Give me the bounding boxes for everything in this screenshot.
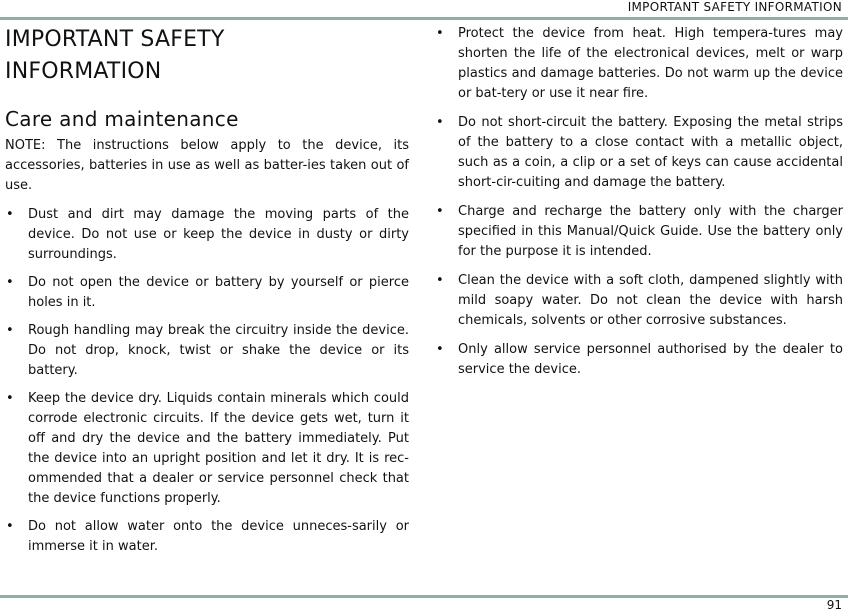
list-item bbox=[435, 24, 843, 104]
list-item-text: Protect the device from heat. High tempera-tures may shorten the life of the electronical devices, melt or warp plastics and damage batteries. Do not warm up the device or bat-tery or use it near fire. bbox=[458, 26, 843, 101]
list-item-text: Dust and dirt may damage the moving parts of the device. Do not use or keep the device in dusty or dirty surroundings. bbox=[28, 207, 409, 262]
list-item bbox=[435, 271, 843, 331]
list-item bbox=[435, 113, 843, 193]
list-item-text: Only allow service personnel authorised by the dealer to service the device. bbox=[458, 342, 843, 377]
list-item-text: Clean the device with a soft cloth, dampened slightly with mild soapy water. Do not clean the device with harsh chemicals, solvents or other corrosive substances. bbox=[458, 273, 843, 328]
bullet-icon: • bbox=[436, 26, 444, 41]
list-item bbox=[5, 389, 409, 509]
left-column bbox=[5, 24, 409, 565]
list-item bbox=[5, 517, 409, 557]
bullet-icon: • bbox=[436, 204, 444, 219]
list-item-text: Do not open the device or battery by yourself or pierce holes in it. bbox=[28, 275, 409, 310]
bullet-icon: • bbox=[6, 391, 14, 406]
bullet-icon: • bbox=[436, 273, 444, 288]
page-title-line-1: IMPORTANT SAFETY bbox=[5, 27, 225, 52]
page-number: 91 bbox=[826, 598, 842, 612]
note-paragraph: NOTE: The instructions below apply to the device, its accessories, batteries in use as well as batter-ies taken out of use. bbox=[5, 138, 409, 193]
right-column bbox=[435, 24, 843, 389]
list-item-text: Do not short-circuit the battery. Exposing the metal strips of the battery to a close contact with a metallic object, such as a coin, a clip or a set of keys can cause accidental short-cir-cuiting and damage the battery. bbox=[458, 115, 843, 190]
list-item bbox=[5, 273, 409, 313]
list-item bbox=[5, 205, 409, 265]
bullet-icon: • bbox=[6, 323, 14, 338]
bullet-icon: • bbox=[6, 275, 14, 290]
bullet-icon: • bbox=[436, 342, 444, 357]
list-item-text: Do not allow water onto the device unneces-sarily or immerse it in water. bbox=[28, 519, 409, 554]
list-item-text: Keep the device dry. Liquids contain minerals which could corrode electronic circuits. If the device gets wet, turn it off and dry the device and the battery immediately. Put the device into an upright position and let it dry. It is rec-ommended that a dealer or service personnel check that the device functions properly. bbox=[28, 391, 409, 506]
header-rule bbox=[0, 17, 848, 20]
right-bullet-list bbox=[435, 24, 843, 380]
bullet-icon: • bbox=[6, 519, 14, 534]
footer-rule bbox=[0, 595, 848, 598]
list-item bbox=[435, 340, 843, 380]
bullet-icon: • bbox=[436, 115, 444, 130]
left-bullet-list bbox=[5, 205, 409, 557]
page-title-line-2: INFORMATION bbox=[5, 59, 162, 84]
list-item bbox=[5, 321, 409, 381]
bullet-icon: • bbox=[6, 207, 14, 222]
section-title: Care and maintenance bbox=[5, 107, 239, 131]
page-title bbox=[5, 24, 409, 88]
list-item-text: Rough handling may break the circuitry inside the device. Do not drop, knock, twist or shake the device or its battery. bbox=[28, 323, 409, 378]
running-header: IMPORTANT SAFETY INFORMATION bbox=[627, 0, 842, 14]
list-item bbox=[435, 202, 843, 262]
list-item-text: Charge and recharge the battery only with the charger specified in this Manual/Quick Guide. Use the battery only for the purpose it is intended. bbox=[458, 204, 843, 259]
